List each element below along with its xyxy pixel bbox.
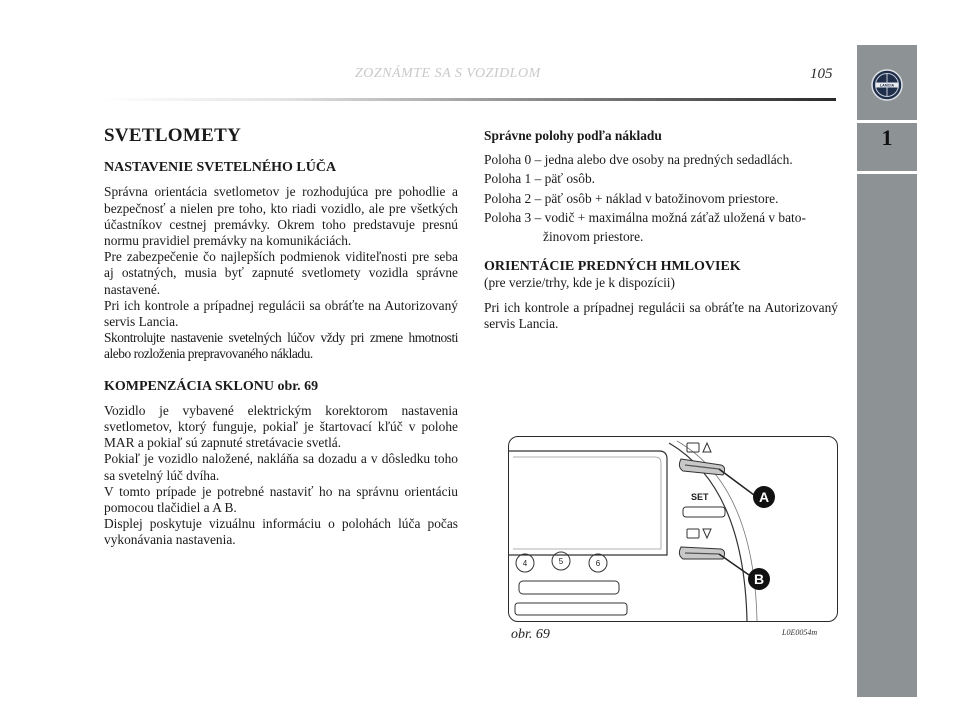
callout-a-label: A (758, 489, 770, 505)
logo-text: LANCIA (879, 83, 895, 88)
position-text: – päť osôb. (534, 171, 596, 187)
set-button-shape (683, 507, 725, 517)
page-heading: SVETLOMETY (104, 125, 242, 146)
callout-b-leader (719, 554, 749, 575)
lancia-logo-icon (871, 69, 903, 101)
page-number: 105 (810, 66, 833, 82)
headlamp-up-icon (687, 443, 711, 452)
load-positions-heading: Správne polohy podľa nákladu (484, 128, 662, 143)
cd-slot (519, 581, 619, 594)
position-text: – vodič + maximálna možná záťaž uložená v bato- (534, 209, 806, 225)
tab-separator (857, 171, 917, 174)
running-header: ZOZNÁMTE SA S VOZIDLOM (355, 66, 541, 81)
tab-logo-area (857, 45, 917, 120)
position-line (484, 191, 838, 207)
position-label: Poloha 2 (484, 190, 532, 206)
position-label: Poloha 3 (484, 209, 532, 225)
position-label: Poloha 0 (484, 152, 532, 168)
section-heading-tilt-compensation: KOMPENZÁCIA SKLONU obr. 69 (104, 378, 319, 394)
display-outline (509, 451, 667, 555)
section-subheading: (pre verzie/trhy, kde je k dispozícii) (484, 275, 675, 291)
section-heading-fog-lights: ORIENTÁCIE PREDNÝCH HMLOVIEK (484, 259, 741, 275)
paragraph: V tomto prípade je potrebné nastaviť ho na správnu orientáciu pomocou tlačidiel a A B. (104, 483, 458, 516)
figure-code: L0E0054m (782, 628, 818, 637)
header-rule (100, 98, 836, 101)
position-continuation: žinovom priestore. (543, 229, 644, 245)
display-inner-outline (513, 457, 661, 549)
paragraph: Pri ich kontrole a prípadnej regulácii sa obráťte na Autorizovaný servis Lancia. (104, 297, 458, 330)
lower-slot (515, 603, 627, 615)
left-column (104, 126, 458, 549)
button-6-label: 6 (595, 559, 601, 568)
callout-b-label: B (753, 571, 765, 587)
tab-separator (857, 120, 917, 123)
callout-a-leader (719, 469, 754, 495)
position-line (484, 171, 838, 187)
paragraph: Skontrolujte nastavenie svetelných lúčov vždy pri zmene hmotnosti alebo rozloženia prepravovaného nákladu. (104, 330, 458, 362)
button-4-label: 4 (522, 559, 528, 568)
paragraph: Pokiaľ je vozidlo naložené, nakláňa sa dozadu a v dôsledku toho sa svetelný lúč dvíha. (104, 451, 458, 483)
paragraph: Pri ich kontrole a prípadnej regulácii sa obráťte na Autorizovaný servis Lancia. (484, 299, 838, 331)
position-text: – jedna alebo dve osoby na predných sedadlách. (534, 152, 793, 168)
set-label: SET (691, 492, 709, 502)
headlamp-down-icon (687, 529, 711, 538)
paragraph: Pre zabezpečenie čo najlepších podmienok viditeľnosti pre seba aj ostatných, musia byť zapnuté svetlomety vozidla správne nastavené. (104, 249, 458, 297)
position-line (484, 210, 838, 226)
position-text: – päť osôb + náklad v batožinovom priestore. (534, 190, 779, 206)
position-line (484, 152, 838, 168)
figure-69 (508, 436, 838, 622)
position-label: Poloha 1 (484, 171, 532, 187)
paragraph: Vozidlo je vybavené elektrickým korektorom nastavenia svetlometov, ktorý funguje, pokiaľ je štartovací kľúč v polohe MAR a pokiaľ sú zapnuté stretávacie svetlá. (104, 402, 458, 451)
right-column (484, 126, 838, 332)
paragraph: Displej poskytuje vizuálnu informáciu o polohách lúča počas vykonávania nastavenia. (104, 516, 458, 548)
chapter-number: 1 (881, 125, 893, 150)
section-heading-beam-adjustment: NASTAVENIE SVETELNÉHO LÚČA (104, 160, 337, 176)
paragraph: Správna orientácia svetlometov je rozhodujúca pre pohodlie a bezpečnosť a nielen pre toho, kto riadi vozidlo, ale pre všetkých účastníkov cestnej premávky. Okrem toho predstavuje presnú normu pravidiel premávky na komunikáciách. (104, 184, 458, 249)
figure-caption: obr. 69 (511, 627, 550, 642)
dashboard-illustration (509, 437, 837, 621)
chapter-tab (857, 45, 917, 697)
button-5-label: 5 (558, 557, 564, 566)
